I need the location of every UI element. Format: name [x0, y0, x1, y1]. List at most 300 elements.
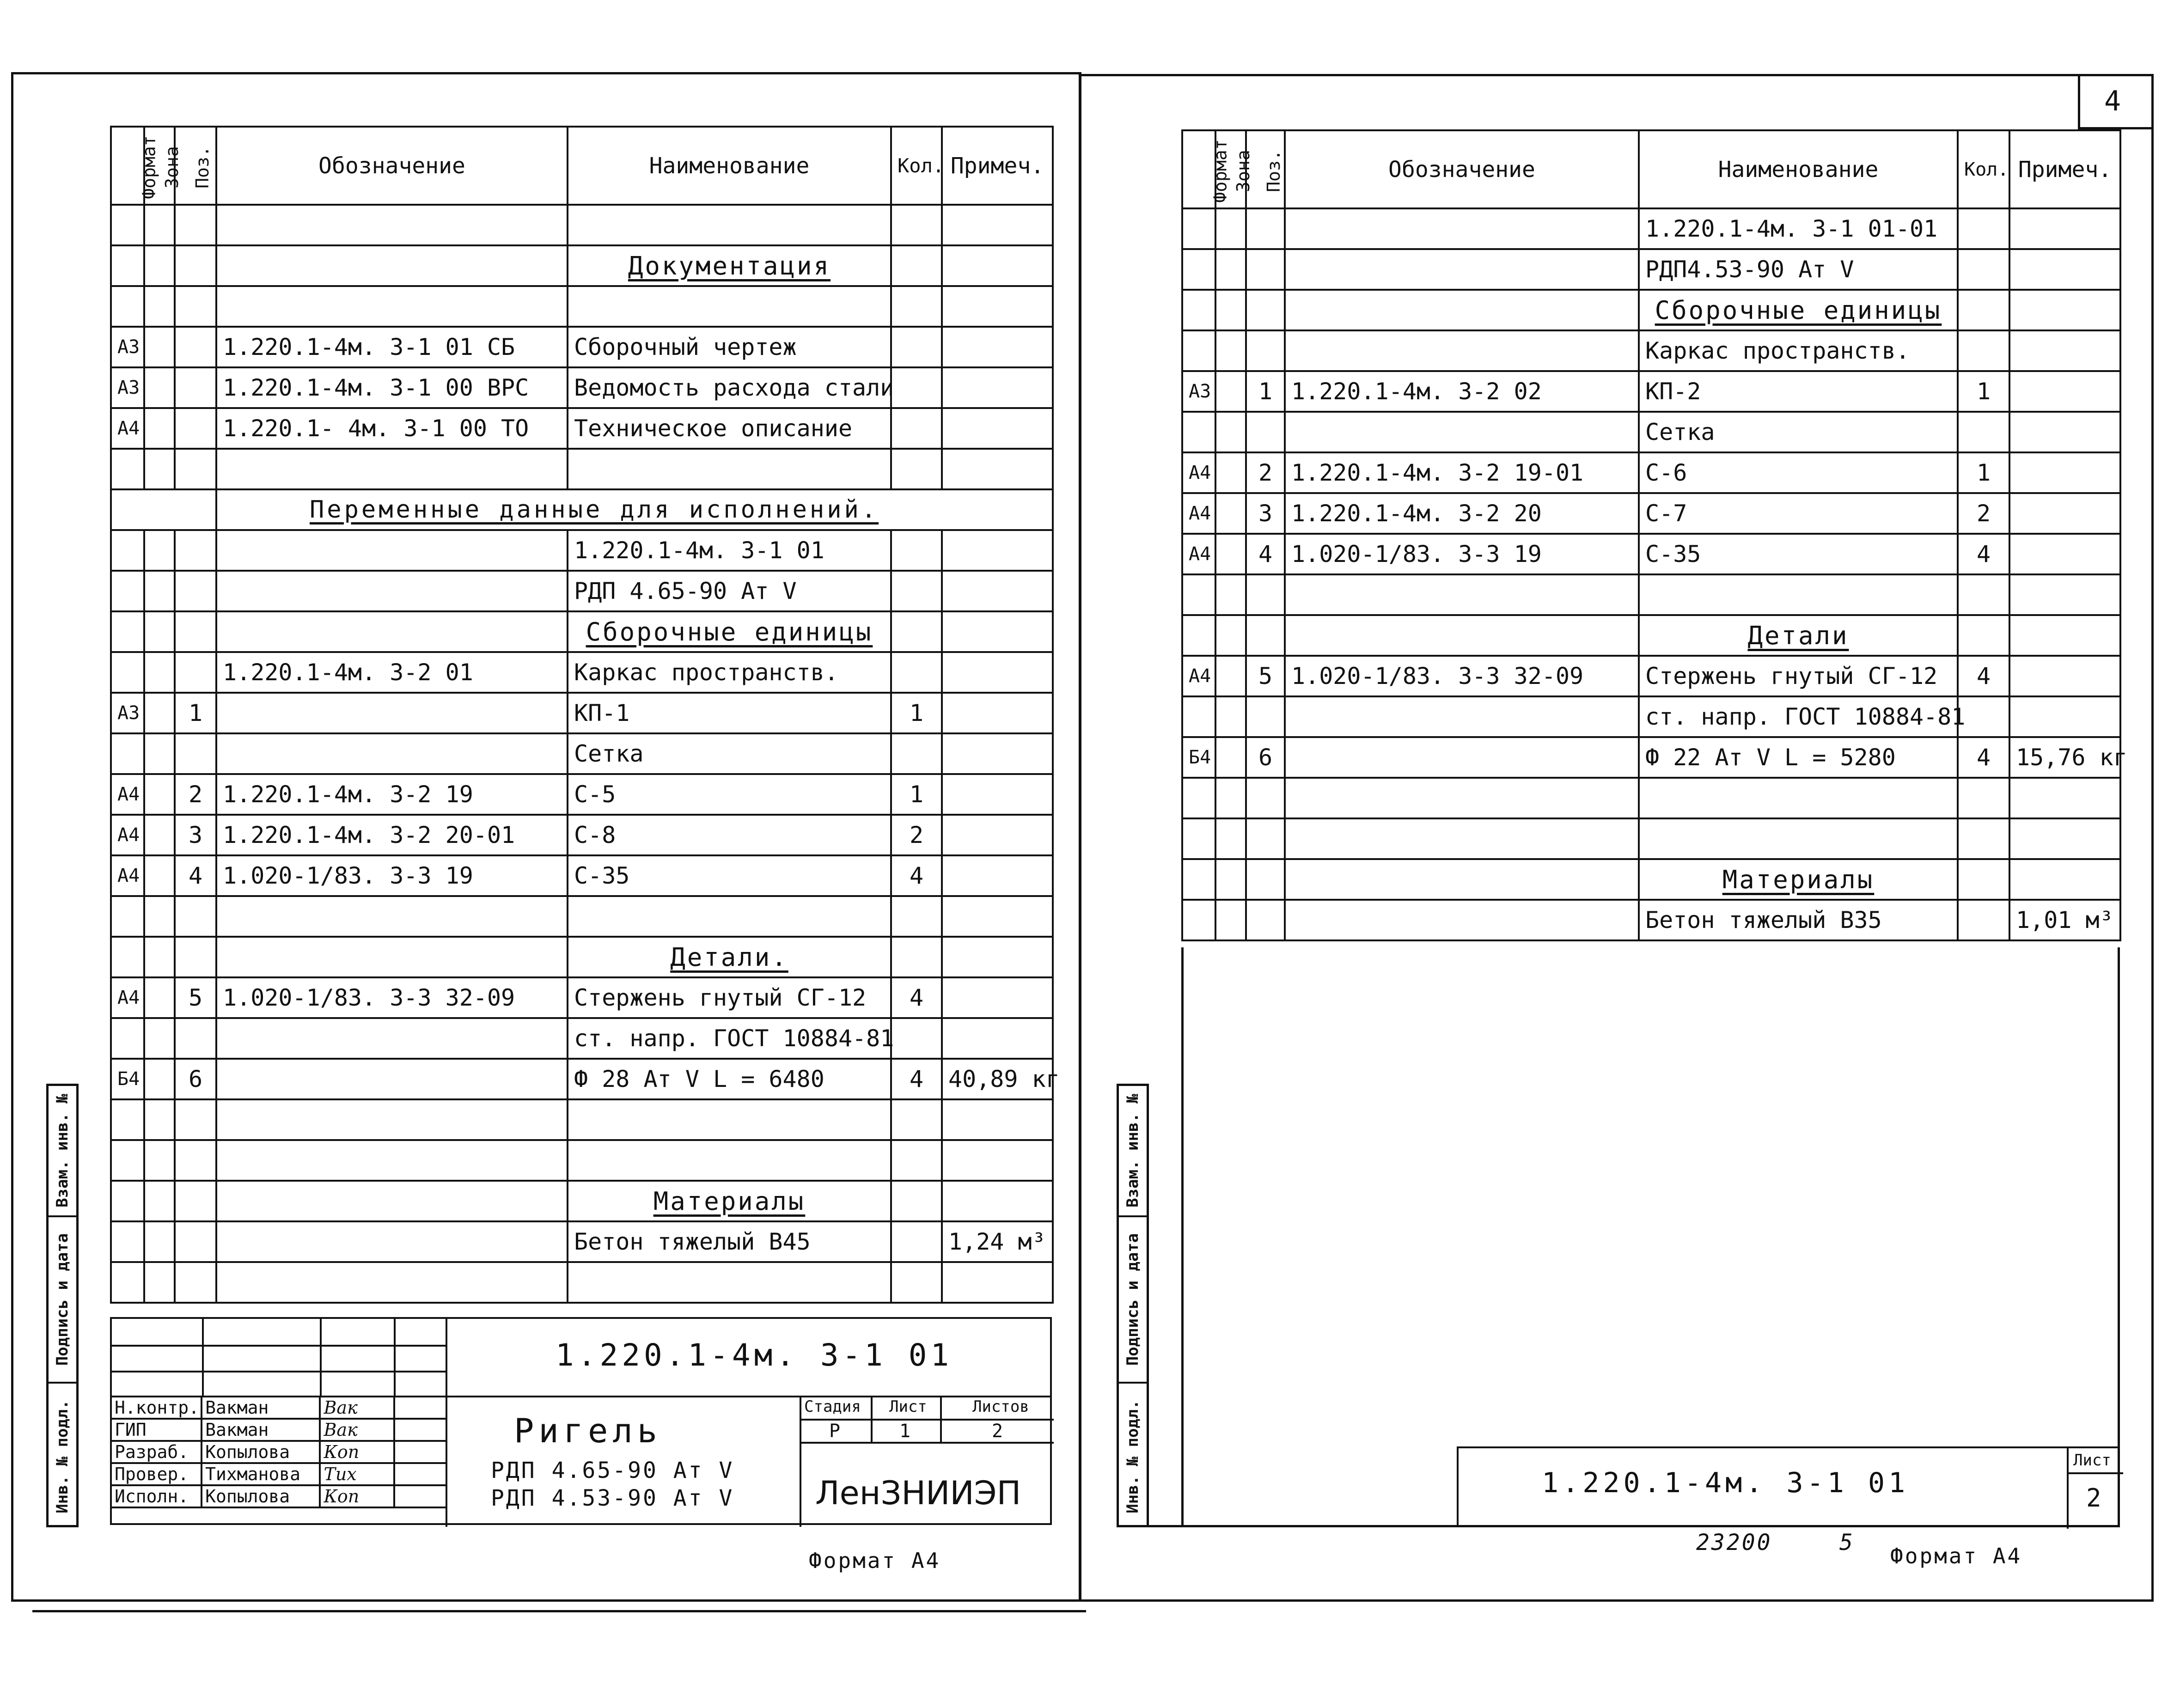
signer-role: Н.контр. [111, 1397, 202, 1419]
signer-signature: Вак [320, 1419, 394, 1441]
cell-qty [891, 937, 942, 977]
table-row [1182, 818, 2120, 859]
cell-name: Бетон тяжелый В45 [568, 1221, 891, 1262]
cell-name: КП-1 [568, 693, 891, 733]
cell-name: Бетон тяжелый В35 [1639, 900, 1958, 940]
cell-note [942, 693, 1053, 733]
cell-qty [1958, 900, 2009, 940]
cell-qty [1958, 330, 2009, 371]
cell-pos: 1 [175, 693, 216, 733]
cell-note [942, 286, 1053, 327]
section-heading: Документация [568, 245, 891, 286]
cell-note [942, 896, 1053, 937]
table-row [111, 774, 1053, 815]
cell-format: А4 [111, 977, 144, 1018]
cell-note [942, 367, 1053, 408]
cell-format [111, 1262, 144, 1303]
cell-pos: 5 [175, 977, 216, 1018]
col-zone: Зона [144, 127, 175, 205]
cell-designation [216, 449, 568, 489]
cell-name [1639, 778, 1958, 818]
table-row [111, 693, 1053, 733]
cell-zone [1215, 778, 1246, 818]
cell-qty: 1 [1958, 452, 2009, 493]
cell-note [2009, 208, 2120, 249]
cell-qty: 4 [891, 1059, 942, 1099]
right-side-strip [1117, 1084, 1149, 1527]
cell-pos [175, 1018, 216, 1059]
cell-designation: 1.220.1-4м. 3-1 01 СБ [216, 327, 568, 367]
table-header-row [1182, 130, 2120, 208]
cell-name [568, 205, 891, 245]
col-pos: Поз. [175, 127, 216, 205]
cell-zone [144, 571, 175, 611]
cell-pos: 6 [1246, 737, 1285, 778]
cell-zone [144, 530, 175, 571]
sign-date-cell [49, 1215, 76, 1382]
cell-zone [1215, 818, 1246, 859]
cell-designation: 1.020-1/83. 3-3 19 [216, 855, 568, 896]
table-row [1182, 696, 2120, 737]
cell-name: Ф 28 Ат V L = 6480 [568, 1059, 891, 1099]
cell-note: 1,01 м³ [2009, 900, 2120, 940]
table-row [1182, 208, 2120, 249]
section-heading: Сборочные единицы [568, 611, 891, 652]
cell-zone [144, 245, 175, 286]
cell-name: Стержень гнутый СГ-12 [568, 977, 891, 1018]
table-row [111, 1018, 1053, 1059]
specification-table-sheet-1 [110, 126, 1060, 1304]
table-row [111, 530, 1053, 571]
cell-format [111, 1181, 144, 1221]
cell-name: 1.220.1-4м. 3-1 01 [568, 530, 891, 571]
cell-format [1182, 818, 1215, 859]
cell-format [1182, 696, 1215, 737]
signer-signature: Вак [320, 1397, 394, 1419]
cell-format [111, 937, 144, 977]
cell-designation: 1.220.1-4м. 3-2 02 [1285, 371, 1639, 412]
cell-pos [1246, 290, 1285, 330]
cell-pos [175, 652, 216, 693]
cell-format [111, 571, 144, 611]
cell-designation [1285, 778, 1639, 818]
bottom-trim-line [32, 1610, 1086, 1612]
format-note-sheet-1: Формат А4 [809, 1548, 941, 1573]
cell-qty [1958, 290, 2009, 330]
col-note: Примеч. [942, 127, 1053, 205]
drawing-subtitle-1: РДП 4.65-90 Ат V [491, 1458, 734, 1483]
cell-pos [175, 571, 216, 611]
table-row [111, 1140, 1053, 1181]
cell-zone [144, 1221, 175, 1262]
cell-note [2009, 778, 2120, 818]
cell-format: А3 [111, 693, 144, 733]
table-row [111, 1059, 1053, 1099]
cell-designation [216, 245, 568, 286]
cell-format: А4 [1182, 452, 1215, 493]
cell-note [942, 530, 1053, 571]
cell-qty [1958, 208, 2009, 249]
section-heading: Сборочные единицы [1639, 290, 1958, 330]
cell-pos [175, 1181, 216, 1221]
replaced-inv-cell [1119, 1086, 1147, 1215]
cell-zone [144, 896, 175, 937]
table-row [111, 1262, 1053, 1303]
cell-name: ст. напр. ГОСТ 10884-81 [568, 1018, 891, 1059]
cell-format: А4 [1182, 493, 1215, 534]
cell-pos [1246, 778, 1285, 818]
table-row [1182, 371, 2120, 412]
table-row [111, 815, 1053, 855]
table-row [1182, 656, 2120, 696]
replaced-inv-label: Взам. инв. № [1124, 1094, 1142, 1208]
cell-qty [891, 245, 942, 286]
right-inner-border [1181, 947, 1184, 1527]
cell-qty [1958, 859, 2009, 900]
cell-qty [891, 286, 942, 327]
cell-pos [175, 1140, 216, 1181]
cell-zone [144, 1059, 175, 1099]
cell-pos [175, 937, 216, 977]
cell-qty [891, 1140, 942, 1181]
table-row [111, 367, 1053, 408]
cell-zone [144, 693, 175, 733]
cell-zone [144, 408, 175, 449]
cell-format [1182, 574, 1215, 615]
cell-format: А3 [1182, 371, 1215, 412]
cell-designation [1285, 696, 1639, 737]
cell-designation: 1.220.1-4м. 3-1 00 ВРС [216, 367, 568, 408]
cell-designation [1285, 249, 1639, 290]
cell-name [568, 1140, 891, 1181]
sheets-value: 2 [992, 1421, 1003, 1442]
stage-block [800, 1396, 1054, 1527]
cell-note [942, 205, 1053, 245]
cell-name: КП-2 [1639, 371, 1958, 412]
table-row [111, 571, 1053, 611]
cell-format [111, 611, 144, 652]
section-heading: Детали. [568, 937, 891, 977]
cell-zone [1215, 412, 1246, 452]
table-row [111, 977, 1053, 1018]
sign-date-label: Подпись и дата [1124, 1233, 1142, 1366]
cell-name: С-7 [1639, 493, 1958, 534]
cell-note: 40,89 кг [942, 1059, 1053, 1099]
cell-qty: 1 [891, 693, 942, 733]
signer-signature: Тих [320, 1463, 394, 1485]
cell-pos: 3 [1246, 493, 1285, 534]
cell-name: Каркас пространств. [568, 652, 891, 693]
col-zone: Зона [1215, 130, 1246, 208]
cell-zone [1215, 290, 1246, 330]
cell-qty: 2 [1958, 493, 2009, 534]
cell-designation: 1.220.1-4м. 3-2 20 [1285, 493, 1639, 534]
cell-designation [1285, 737, 1639, 778]
table-row [1182, 412, 2120, 452]
cell-name: РДП4.53-90 Ат V [1639, 249, 1958, 290]
col-format: Формат [1182, 130, 1215, 208]
signer-name: Вакман [202, 1397, 320, 1419]
signer-date [394, 1485, 446, 1507]
col-name: Наименование [568, 127, 891, 205]
cell-note [2009, 656, 2120, 696]
cell-designation: 1.220.1- 4м. 3-1 00 ТО [216, 408, 568, 449]
replaced-inv-label: Взам. инв. № [53, 1094, 72, 1208]
table-row [111, 1221, 1053, 1262]
cell-zone [1215, 208, 1246, 249]
cell-name: ст. напр. ГОСТ 10884-81 [1639, 696, 1958, 737]
cell-name [1639, 574, 1958, 615]
table-row [1182, 249, 2120, 290]
right-inner-rightedge [2118, 947, 2120, 1527]
cell-qty: 4 [891, 977, 942, 1018]
table-row [111, 1099, 1053, 1140]
section-heading: Материалы [568, 1181, 891, 1221]
cell-zone [1215, 574, 1246, 615]
cell-designation [216, 611, 568, 652]
cell-pos [175, 896, 216, 937]
cell-note [2009, 696, 2120, 737]
cell-pos: 2 [1246, 452, 1285, 493]
table-row [111, 286, 1053, 327]
cell-qty [891, 652, 942, 693]
cell-note [2009, 859, 2120, 900]
cell-designation [216, 693, 568, 733]
inv-orig-label: Инв. № подл. [53, 1400, 72, 1513]
variable-data-heading: Переменные данные для исполнений. [216, 489, 1053, 530]
table-row [111, 1181, 1053, 1221]
cell-format [111, 245, 144, 286]
cell-qty [891, 1221, 942, 1262]
cell-name [568, 1262, 891, 1303]
cell-designation: 1.020-1/83. 3-3 32-09 [216, 977, 568, 1018]
cell-format [1182, 208, 1215, 249]
table-row [1182, 574, 2120, 615]
cell-note [942, 1099, 1053, 1140]
cell-designation [216, 205, 568, 245]
cell-format [1182, 290, 1215, 330]
cell-qty [891, 1099, 942, 1140]
table-row [1182, 452, 2120, 493]
col-designation: Обозначение [1285, 130, 1639, 208]
signer-date [394, 1441, 446, 1463]
cell-designation [216, 733, 568, 774]
cell-pos [175, 408, 216, 449]
cell-pos: 2 [175, 774, 216, 815]
cell-note [2009, 615, 2120, 656]
drawing-title: Ригель [514, 1411, 662, 1450]
cell-name: Ведомость расхода стали [568, 367, 891, 408]
cell-zone [1215, 371, 1246, 412]
signer-role: Разраб. [111, 1441, 202, 1463]
table-row [111, 896, 1053, 937]
cell-qty [1958, 249, 2009, 290]
cell-qty [891, 205, 942, 245]
table-row [111, 937, 1053, 977]
cell-qty [891, 733, 942, 774]
cell-pos [1246, 330, 1285, 371]
signer-row [111, 1419, 446, 1441]
cell-note [942, 571, 1053, 611]
cell-zone [1215, 452, 1246, 493]
cell-note [942, 815, 1053, 855]
cell-format [1182, 615, 1215, 656]
cell-note [942, 245, 1053, 286]
cell-format [111, 733, 144, 774]
cell-note: 15,76 кг [2009, 737, 2120, 778]
cell-format [111, 205, 144, 245]
signer-date [394, 1419, 446, 1441]
cell-zone [1215, 249, 1246, 290]
cell-pos [175, 367, 216, 408]
cell-pos [1246, 859, 1285, 900]
cell-name: С-5 [568, 774, 891, 815]
cell-note [942, 652, 1053, 693]
cell-qty: 2 [891, 815, 942, 855]
cell-note [2009, 574, 2120, 615]
cell-zone [1215, 493, 1246, 534]
cell-zone [144, 327, 175, 367]
signers-table [110, 1396, 447, 1508]
table-row [1182, 900, 2120, 940]
cell-qty [891, 1262, 942, 1303]
cell-designation [216, 937, 568, 977]
cell-zone [1215, 900, 1246, 940]
cell-pos [175, 611, 216, 652]
cell-pos [175, 245, 216, 286]
cell-note [942, 1018, 1053, 1059]
cell-format: А4 [1182, 534, 1215, 574]
signer-role: Провер. [111, 1463, 202, 1485]
cell-designation [1285, 208, 1639, 249]
replaced-inv-cell [49, 1086, 76, 1215]
cell-note [942, 327, 1053, 367]
cell-zone [1215, 656, 1246, 696]
cell-designation [1285, 290, 1639, 330]
table-row [1182, 330, 2120, 371]
cell-qty: 4 [1958, 737, 2009, 778]
cell-pos [1246, 574, 1285, 615]
cell-designation [1285, 900, 1639, 940]
signer-date [394, 1463, 446, 1485]
cell-designation [216, 896, 568, 937]
signer-row [111, 1441, 446, 1463]
signer-role: Исполн. [111, 1485, 202, 1507]
cell-zone [144, 855, 175, 896]
cell-qty [1958, 412, 2009, 452]
title-block-sheet-1 [110, 1317, 1052, 1525]
cell-format: А4 [111, 815, 144, 855]
cell-designation: 1.220.1-4м. 3-2 19-01 [1285, 452, 1639, 493]
cell-note [2009, 493, 2120, 534]
cell-format [1182, 859, 1215, 900]
cell-qty [891, 896, 942, 937]
format-note-sheet-2: Формат А4 [1890, 1543, 2022, 1568]
inv-orig-label: Инв. № подл. [1124, 1400, 1142, 1513]
table-row [111, 245, 1053, 286]
cell-format [111, 896, 144, 937]
col-pos: Поз. [1246, 130, 1285, 208]
cell-zone [144, 774, 175, 815]
cell-name [1639, 818, 1958, 859]
cell-note [942, 1262, 1053, 1303]
cell-designation [216, 1262, 568, 1303]
table-row [111, 733, 1053, 774]
cell-designation [1285, 330, 1639, 371]
cell-name: 1.220.1-4м. 3-1 01-01 [1639, 208, 1958, 249]
table-row [111, 652, 1053, 693]
signer-role: ГИП [111, 1419, 202, 1441]
cell-note [2009, 452, 2120, 493]
col-qty: Кол. [1958, 130, 2009, 208]
table-row [111, 205, 1053, 245]
sheet-label-2: Лист [2073, 1451, 2111, 1470]
stage-label: Стадия [804, 1397, 861, 1416]
cell-format [1182, 778, 1215, 818]
cell-pos: 1 [1246, 371, 1285, 412]
signer-name: Вакман [202, 1419, 320, 1441]
cell-zone [144, 1140, 175, 1181]
organization-name: ЛенЗНИИЭП [815, 1474, 1021, 1512]
cell-format [1182, 900, 1215, 940]
cell-qty: 1 [891, 774, 942, 815]
col-name: Наименование [1639, 130, 1958, 208]
doc-code-sheet-2: 1.220.1-4м. 3-1 01 [1542, 1467, 1909, 1499]
title-block-sheet-2 [1457, 1446, 2119, 1527]
cell-pos [175, 1099, 216, 1140]
cell-qty [1958, 818, 2009, 859]
cell-format: А4 [111, 774, 144, 815]
cell-pos [1246, 249, 1285, 290]
cell-pos [1246, 412, 1285, 452]
cell-pos: 4 [1246, 534, 1285, 574]
signer-name: Копылова [202, 1441, 320, 1463]
cell-name: С-8 [568, 815, 891, 855]
cell-format [111, 449, 144, 489]
cell-empty [111, 489, 216, 530]
cell-name [568, 1099, 891, 1140]
cell-format: Б4 [1182, 737, 1215, 778]
cell-zone [144, 937, 175, 977]
inv-orig-cell [49, 1382, 76, 1530]
cell-zone [1215, 615, 1246, 656]
cell-note [942, 774, 1053, 815]
cell-pos [1246, 208, 1285, 249]
cell-designation [216, 530, 568, 571]
cell-qty [891, 611, 942, 652]
table-row [1182, 615, 2120, 656]
cell-qty [891, 1181, 942, 1221]
cell-note [2009, 371, 2120, 412]
cell-designation: 1.220.1-4м. 3-2 01 [216, 652, 568, 693]
cell-designation [216, 571, 568, 611]
cell-pos [1246, 696, 1285, 737]
cell-note [942, 611, 1053, 652]
cell-note [2009, 249, 2120, 290]
cell-pos: 3 [175, 815, 216, 855]
table-row [1182, 534, 2120, 574]
section-heading: Детали [1639, 615, 1958, 656]
sheet-label: Лист [889, 1397, 927, 1416]
cell-note [2009, 534, 2120, 574]
cell-designation [1285, 615, 1639, 656]
cell-designation [1285, 412, 1639, 452]
cell-qty [1958, 615, 2009, 656]
cell-note [942, 408, 1053, 449]
cell-pos [1246, 818, 1285, 859]
signer-date [394, 1397, 446, 1419]
cell-name: Сборочный чертеж [568, 327, 891, 367]
